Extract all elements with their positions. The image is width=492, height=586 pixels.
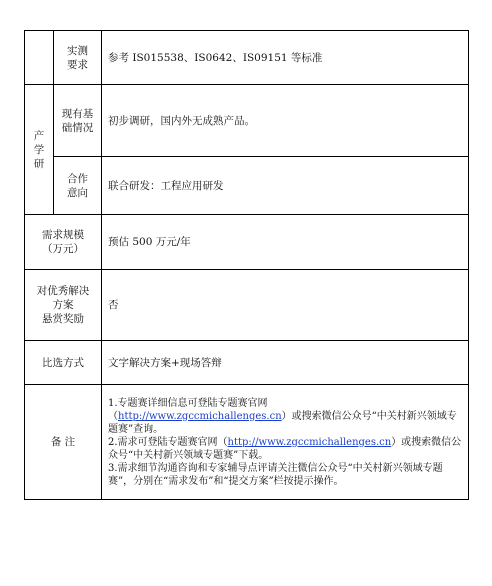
- note-3: 3.需求细节沟通咨询和专家辅导点评请关注微信公众号“中关村新兴领域专题赛”，分别在“需求发布”和“提交方案”栏按提示操作。: [108, 462, 443, 487]
- row-label: 现有基 础情况: [54, 85, 102, 157]
- row-value: 文字解决方案+现场答辩: [102, 341, 469, 385]
- table-row: [25, 157, 469, 215]
- website-link[interactable]: http://www.zgccmichallenges.cn: [118, 410, 282, 422]
- requirements-table: [24, 30, 469, 500]
- table-row: [25, 215, 469, 270]
- row-label: 需求规模 （万元）: [25, 215, 102, 270]
- row-label: 合作 意向: [54, 157, 102, 215]
- row-label: 对优秀解决 方案 悬赏奖励: [25, 270, 102, 341]
- row-value: 否: [102, 270, 469, 341]
- note-1: 1.专题赛详细信息可登陆专题赛官网 （http://www.zgccmichallenges.cn）或搜索微信公众号“中关村新兴领域专题赛”查询。: [108, 397, 457, 435]
- table-row: [25, 341, 469, 385]
- row-label: 实测 要求: [54, 31, 102, 85]
- table-row: [25, 85, 469, 157]
- row-label: 备 注: [25, 385, 102, 500]
- table-row: [25, 31, 469, 85]
- table-row: [25, 270, 469, 341]
- row-label: 比选方式: [25, 341, 102, 385]
- group-label-chanxueyan: 产 学 研: [25, 85, 54, 215]
- notes-cell: [102, 385, 469, 500]
- website-link[interactable]: http://www.zgccmichallenges.cn: [227, 436, 392, 448]
- row-value: 预估 500 万元/年: [102, 215, 469, 270]
- row-value: 联合研发：工程应用研发: [102, 157, 469, 215]
- row-value: 初步调研，国内外无成熟产品。: [102, 85, 469, 157]
- group-cell-empty: [25, 31, 54, 85]
- row-value: 参考 IS015538、IS0642、IS09151 等标准: [102, 31, 469, 85]
- note-2: 2.需求可登陆专题赛官网（http://www.zgccmichallenges.cn）或搜索微信公众号“中关村新兴领域专题赛”下载。: [108, 436, 462, 461]
- table-row: [25, 385, 469, 500]
